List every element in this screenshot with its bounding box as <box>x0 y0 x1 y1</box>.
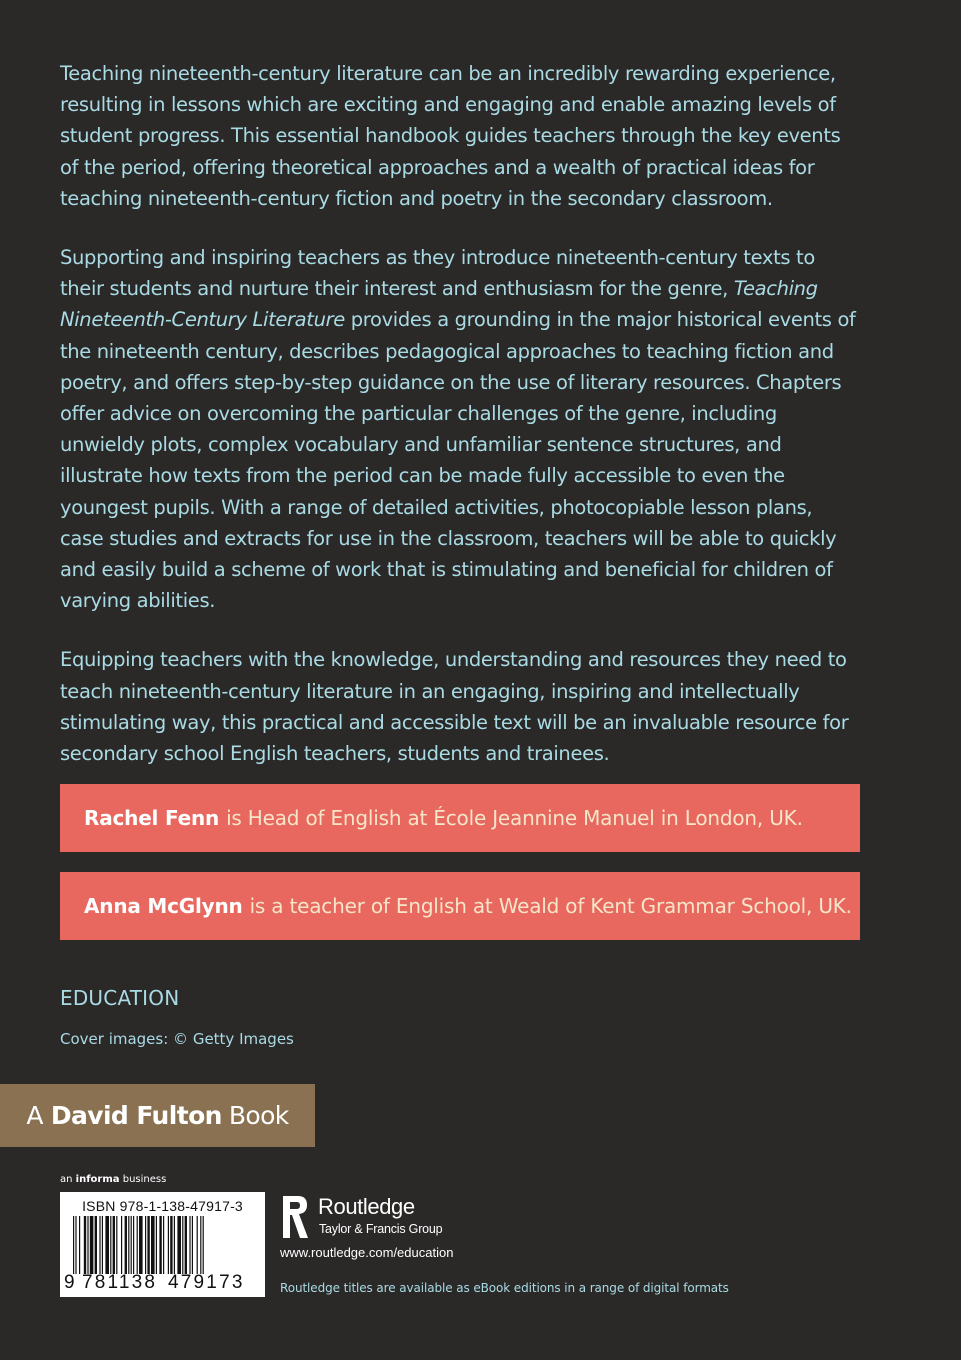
author-role-1: is Head of English at École Jeannine Manuel in London, UK. <box>226 806 803 830</box>
barcode-bar <box>116 1216 117 1274</box>
barcode-bars <box>73 1216 253 1274</box>
book-title-italic: Teaching Nineteenth-Century Literature <box>60 277 818 332</box>
cover-credit: Cover images: © Getty Images <box>60 1030 294 1048</box>
barcode-bar <box>133 1216 134 1274</box>
barcode-bar <box>163 1216 164 1274</box>
barcode-bar <box>128 1216 129 1274</box>
barcode-bar <box>168 1216 169 1274</box>
isbn-barcode <box>60 1192 265 1297</box>
informa-brand: informa <box>75 1174 120 1185</box>
barcode-bar <box>73 1216 74 1274</box>
author-box-1 <box>60 784 860 852</box>
publisher-group: Taylor & Francis Group <box>319 1222 443 1236</box>
barcode-bar <box>189 1216 190 1274</box>
barcode-bar <box>200 1216 201 1274</box>
series-band <box>0 1084 315 1147</box>
barcode-bar <box>105 1216 109 1274</box>
barcode-bar <box>147 1216 149 1274</box>
isbn-label: ISBN 978-1-138-47917-3 <box>82 1198 243 1214</box>
publisher-name: Routledge <box>318 1194 415 1219</box>
barcode-bar <box>170 1216 172 1274</box>
barcode-bar <box>131 1216 132 1274</box>
barcode-bar <box>102 1216 103 1274</box>
blurb-paragraph-2-intro: Supporting and inspiring teachers as they introduce nineteenth-century texts to their students and nurture their interest and enthusiasm for the genre, <box>60 246 815 301</box>
barcode-bar <box>84 1216 86 1274</box>
barcode-bar <box>192 1216 193 1274</box>
barcode-bar <box>177 1216 181 1274</box>
series-brand: David Fulton <box>50 1101 222 1130</box>
barcode-bar <box>99 1216 100 1274</box>
barcode-bar <box>145 1216 146 1274</box>
barcode-bar <box>139 1216 143 1274</box>
barcode-bar <box>121 1216 122 1274</box>
blurb-paragraph-1: Teaching nineteenth-century literature can be an incredibly rewarding experience, resulting in lessons which are exciting and engaging and enable amazing levels of student progress. This essential handbook guides teachers through the key events of the period, offering theoretical approaches and a wealth of practical ideas for teaching nineteenth-century fiction and poetry in the secondary classroom. <box>60 62 841 210</box>
blurb <box>60 58 860 797</box>
barcode-bar <box>113 1216 115 1274</box>
barcode-bar <box>151 1216 155 1274</box>
barcode-first-digit: 9 <box>64 1272 75 1293</box>
barcode-bar <box>79 1216 80 1274</box>
informa-business-line <box>60 1174 166 1185</box>
barcode-bar <box>75 1216 76 1274</box>
ebook-note: Routledge titles are available as eBook editions in a range of digital formats <box>280 1281 729 1295</box>
routledge-logo-icon <box>280 1194 310 1240</box>
informa-prefix: an <box>60 1174 73 1185</box>
barcode-right-digits: 479173 <box>168 1272 245 1293</box>
barcode-bar <box>197 1216 198 1274</box>
barcode-left-digits: 781138 <box>82 1272 158 1293</box>
barcode-bar <box>159 1216 161 1274</box>
author-name-1: Rachel Fenn <box>84 806 220 830</box>
publisher-url[interactable]: www.routledge.com/education <box>280 1245 454 1260</box>
informa-suffix: business <box>122 1174 167 1185</box>
barcode-bar <box>137 1216 138 1274</box>
series-suffix: Book <box>228 1101 289 1130</box>
series-prefix: A <box>26 1101 43 1130</box>
subject-category: EDUCATION <box>60 986 180 1010</box>
barcode-bar <box>87 1216 88 1274</box>
barcode-bar <box>95 1216 97 1274</box>
barcode-bar <box>110 1216 111 1274</box>
blurb-paragraph-3: Equipping teachers with the knowledge, understanding and resources they need to teach nineteenth-century literature in an engaging, inspiring and intellectually stimulating way, this practical and accessible text will be an invaluable resource for secondary school English teachers, students and trainees. <box>60 648 849 766</box>
author-name-2: Anna McGlynn <box>84 894 243 918</box>
barcode-bar <box>185 1216 187 1274</box>
barcode-bar <box>156 1216 157 1274</box>
blurb-paragraph-2 <box>60 242 860 616</box>
barcode-bar <box>174 1216 175 1274</box>
author-role-2: is a teacher of English at Weald of Kent Grammar School, UK. <box>249 894 852 918</box>
barcode-bar <box>125 1216 127 1274</box>
barcode-bar <box>90 1216 94 1274</box>
author-box-2 <box>60 872 860 940</box>
blurb-paragraph-2-body: provides a grounding in the major historical events of the nineteenth century, describes pedagogical approaches to teaching fiction and poetry, and offers step-by-step guidance on the use of literary resources. Chapters offer advice on overcoming the particular challenges of the genre, including unwieldy plots, complex vocabulary and unfamiliar sentence structures, and illustrate how texts from the period can be made fully accessible to even the youngest pupils. With a range of detailed activities, photocopiable lesson plans, case studies and extracts for use in the classroom, teachers will be able to quickly and easily build a scheme of work that is stimulating and beneficial for children of varying abilities. <box>60 308 856 613</box>
barcode-bar <box>182 1216 183 1274</box>
barcode-bar <box>203 1216 204 1274</box>
